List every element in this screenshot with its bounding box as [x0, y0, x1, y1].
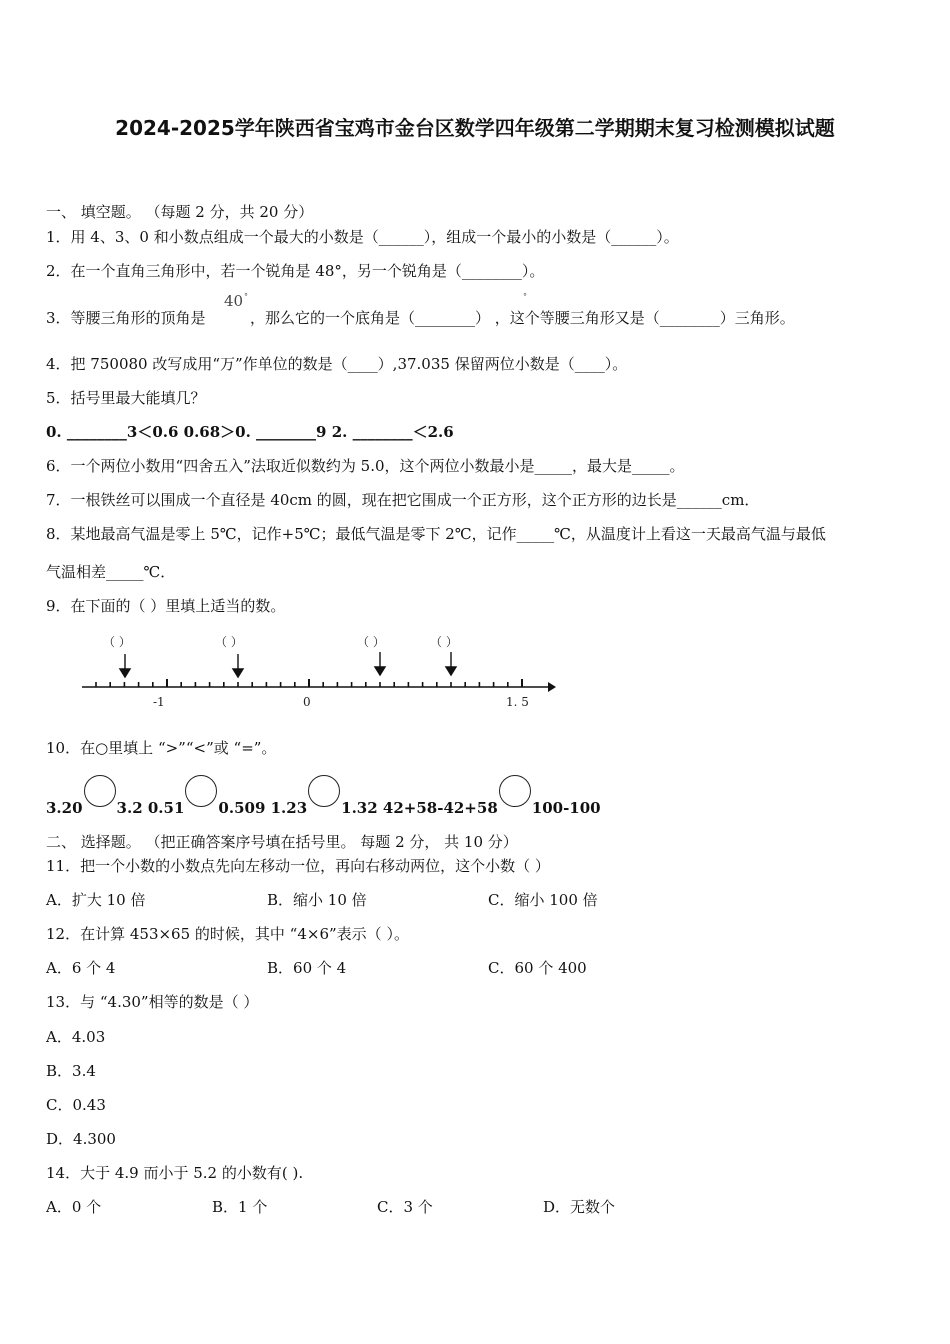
- page-title: 2024-2025学年陕西省宝鸡市金台区数学四年级第二学期期末复习检测模拟试题: [115, 116, 835, 140]
- question-5-items: 0. ________3＜0.6 0.68＞0. ________9 2. ________＜2.6: [46, 423, 454, 441]
- compare-mid: 1.32 42+58-42+58: [341, 799, 498, 817]
- question-11: 11．把一个小数的小数点先向左移动一位，再向右移动两位，这个小数（ ）: [46, 857, 550, 875]
- question-3-start: 3．等腰三角形的顶角是: [46, 309, 206, 327]
- q13-option-d[interactable]: D．4.300: [46, 1130, 116, 1148]
- down-arrow-icon: [233, 654, 243, 677]
- q14-option-b[interactable]: B．1 个: [212, 1198, 268, 1216]
- axis-label: -1: [153, 695, 165, 709]
- number-line-figure: [70, 628, 570, 713]
- compare-mid: 3.2 0.51: [116, 799, 185, 817]
- q12-option-b[interactable]: B．60 个 4: [267, 959, 347, 977]
- degree-symbol: °: [523, 292, 527, 301]
- question-8-line-1: 8．某地最高气温是零上 5℃，记作+5℃；最低气温是零下 2℃，记作_____℃，从温度计上看这一天最高气温与最低: [46, 525, 826, 543]
- blank-paren: （ ）: [430, 635, 458, 649]
- question-9: 9．在下面的（ ）里填上适当的数。: [46, 597, 286, 615]
- blank-paren: （ ）: [103, 635, 131, 649]
- q14-option-d[interactable]: D．无数个: [543, 1198, 616, 1216]
- question-5: 5．括号里最大能填几？: [46, 389, 206, 407]
- compare-circle[interactable]: [499, 775, 531, 807]
- compare-left: 3.20: [46, 799, 83, 817]
- q13-option-b[interactable]: B．3.4: [46, 1062, 96, 1080]
- q11-option-a[interactable]: A．扩大 10 倍: [46, 891, 146, 909]
- axis-label: 0: [303, 695, 311, 709]
- compare-circle[interactable]: [84, 775, 116, 807]
- axis-ticks: [96, 679, 522, 687]
- question-10-items: [46, 785, 601, 818]
- q13-option-a[interactable]: A．4.03: [46, 1028, 106, 1046]
- q12-option-c[interactable]: C．60 个 400: [488, 959, 587, 977]
- compare-mid: 0.509 1.23: [218, 799, 308, 817]
- degree-symbol: °: [244, 292, 248, 301]
- down-arrow-icon: [375, 652, 385, 675]
- q13-option-c[interactable]: C．0.43: [46, 1096, 106, 1114]
- question-13: 13．与 “4.30”相等的数是（ ）: [46, 993, 259, 1011]
- question-3-angle: 40: [224, 292, 244, 310]
- question-8-line-2: 气温相差_____℃．: [46, 563, 176, 581]
- compare-circle[interactable]: [308, 775, 340, 807]
- question-3-rest: ，那么它的一个底角是（________） ，这个等腰三角形又是（________）三角形。: [250, 309, 795, 327]
- q12-option-a[interactable]: A．6 个 4: [46, 959, 116, 977]
- question-1: 1．用 4、3、0 和小数点组成一个最大的小数是（______），组成一个最小的小数是（______）。: [46, 228, 679, 246]
- question-7: 7．一根铁丝可以围成一个直径是 40cm 的圆，现在把它围成一个正方形，这个正方形的边长是______cm．: [46, 491, 760, 509]
- question-4: 4．把 750080 改写成用“万”作单位的数是（____）,37.035 保留两位小数是（____）。: [46, 355, 628, 373]
- blank-paren: （ ）: [357, 635, 385, 649]
- compare-circle[interactable]: [185, 775, 217, 807]
- q14-option-a[interactable]: A．0 个: [46, 1198, 102, 1216]
- section-2-heading: 二、 选择题。 （把正确答案序号填在括号里。 每题 2 分， 共 10 分）: [46, 833, 518, 851]
- q14-option-c[interactable]: C．3 个: [377, 1198, 433, 1216]
- axis-label: 1. 5: [506, 695, 529, 709]
- axis-arrow-icon: [548, 682, 556, 692]
- section-1-heading: 一、 填空题。 （每题 2 分，共 20 分）: [46, 203, 314, 221]
- compare-right: 100-100: [531, 799, 601, 817]
- blank-paren: （ ）: [215, 635, 243, 649]
- question-10: 10．在○里填上 “>”“<”或 “=”。: [46, 739, 277, 757]
- question-14: 14．大于 4.9 而小于 5.2 的小数有( ).: [46, 1164, 304, 1182]
- question-6: 6．一个两位小数用“四舍五入”法取近似数约为 5.0，这个两位小数最小是_____，最大是_____。: [46, 457, 685, 475]
- question-2: 2．在一个直角三角形中，若一个锐角是 48°，另一个锐角是（________）。: [46, 262, 545, 280]
- q11-option-b[interactable]: B．缩小 10 倍: [267, 891, 367, 909]
- question-12: 12．在计算 453×65 的时候，其中 “4×6”表示（ ）。: [46, 925, 409, 943]
- down-arrow-icon: [120, 654, 130, 677]
- q11-option-c[interactable]: C．缩小 100 倍: [488, 891, 598, 909]
- down-arrow-icon: [446, 652, 456, 675]
